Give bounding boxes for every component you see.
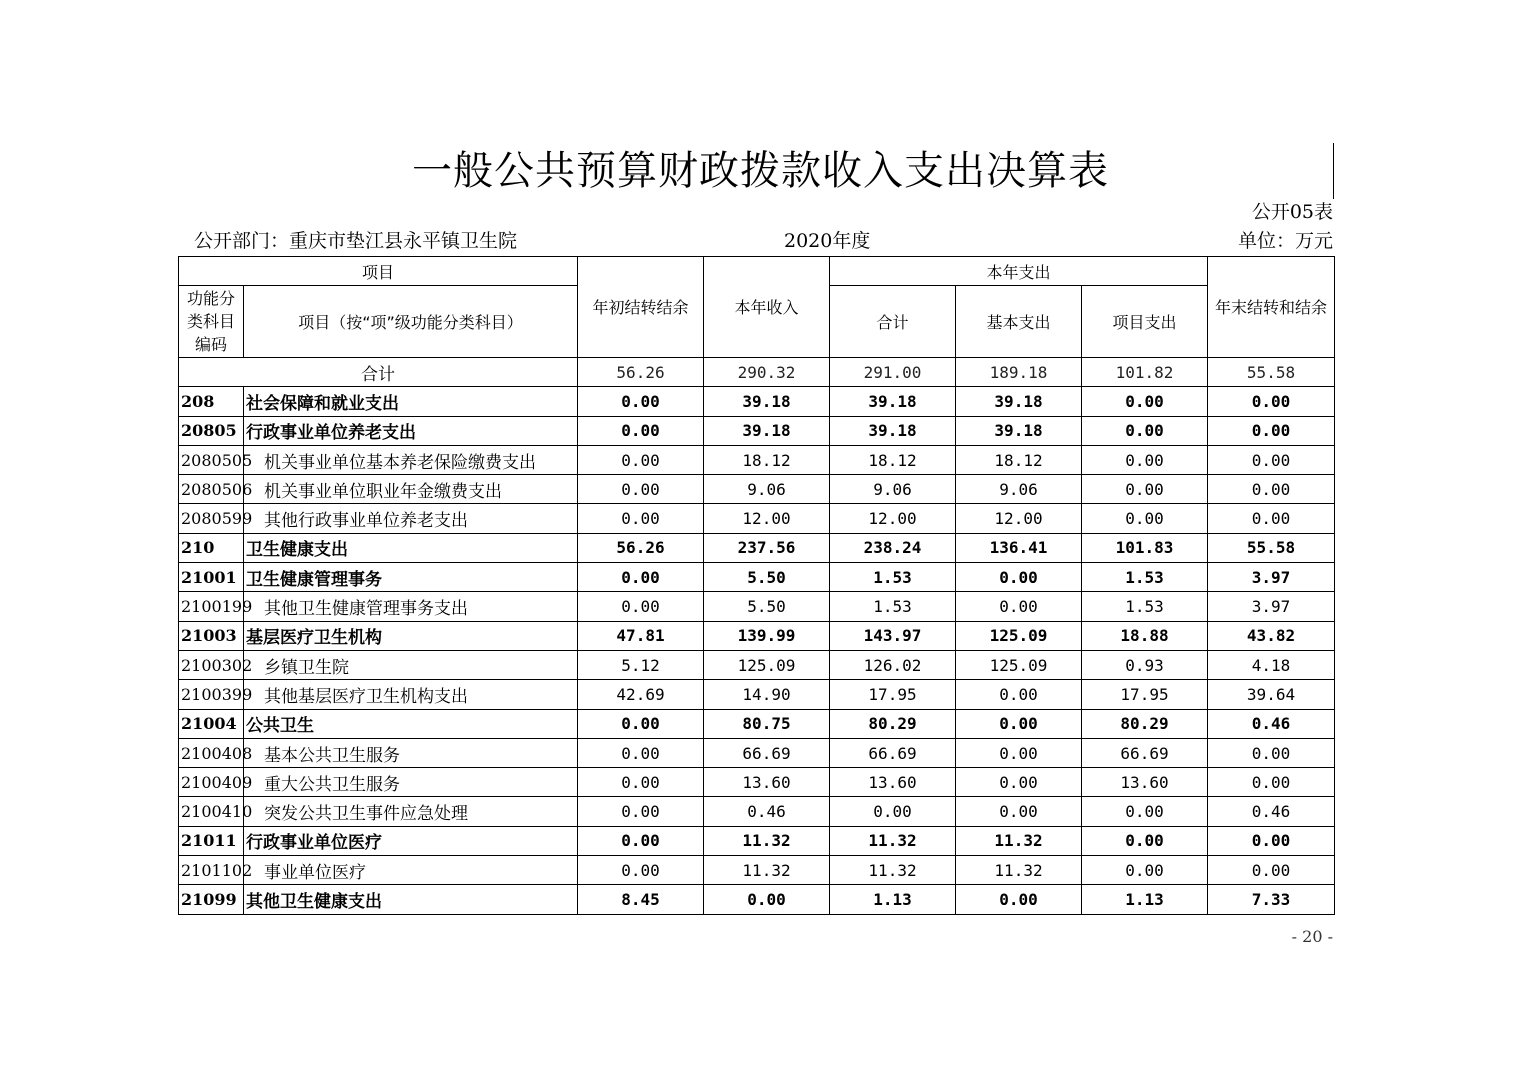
row-basic: 0.00 (956, 885, 1082, 914)
row-income: 237.56 (704, 533, 830, 562)
totals-total: 291.00 (830, 358, 956, 387)
row-name: 其他卫生健康支出 (244, 885, 578, 914)
fiscal-year: 2020年度 (784, 230, 871, 252)
row-name: 机关事业单位基本养老保险缴费支出 (244, 445, 578, 474)
table-row (179, 621, 1335, 650)
row-name: 基本公共卫生服务 (244, 738, 578, 767)
row-project: 13.60 (1082, 768, 1208, 797)
row-total: 0.00 (830, 797, 956, 826)
row-name: 卫生健康支出 (244, 533, 578, 562)
totals-project: 101.82 (1082, 358, 1208, 387)
row-income: 11.32 (704, 826, 830, 855)
header-opening-balance: 年初结转结余 (578, 257, 704, 358)
table-row (179, 475, 1335, 504)
row-total: 1.13 (830, 885, 956, 914)
row-opening: 0.00 (578, 768, 704, 797)
row-total: 39.18 (830, 387, 956, 416)
row-closing: 0.00 (1208, 445, 1335, 474)
row-income: 5.50 (704, 563, 830, 592)
row-income: 18.12 (704, 445, 830, 474)
row-closing: 43.82 (1208, 621, 1335, 650)
header-item-name: 项目（按“项”级功能分类科目） (244, 286, 578, 358)
row-code: 2100409 (179, 768, 244, 797)
header-closing-balance: 年末结转和结余 (1208, 257, 1335, 358)
totals-row (179, 358, 1335, 387)
table-row (179, 768, 1335, 797)
row-closing: 0.00 (1208, 768, 1335, 797)
page-title: 一般公共预算财政拨款收入支出决算表 (412, 148, 1109, 194)
row-basic: 125.09 (956, 621, 1082, 650)
row-total: 126.02 (830, 650, 956, 679)
row-basic: 9.06 (956, 475, 1082, 504)
row-total: 1.53 (830, 563, 956, 592)
row-closing: 0.00 (1208, 826, 1335, 855)
row-income: 0.46 (704, 797, 830, 826)
row-income: 12.00 (704, 504, 830, 533)
row-project: 0.00 (1082, 475, 1208, 504)
totals-label: 合计 (179, 358, 578, 387)
row-income: 80.75 (704, 709, 830, 738)
row-code: 2080506 (179, 475, 244, 504)
row-closing: 0.00 (1208, 416, 1335, 445)
row-name: 基层医疗卫生机构 (244, 621, 578, 650)
row-total: 39.18 (830, 416, 956, 445)
row-closing: 0.00 (1208, 504, 1335, 533)
row-opening: 42.69 (578, 680, 704, 709)
row-basic: 0.00 (956, 709, 1082, 738)
row-basic: 125.09 (956, 650, 1082, 679)
row-basic: 12.00 (956, 504, 1082, 533)
row-project: 0.00 (1082, 797, 1208, 826)
row-opening: 8.45 (578, 885, 704, 914)
row-code: 2100410 (179, 797, 244, 826)
header-project: 项目支出 (1082, 286, 1208, 358)
row-opening: 0.00 (578, 387, 704, 416)
row-opening: 0.00 (578, 826, 704, 855)
row-closing: 0.46 (1208, 709, 1335, 738)
row-code: 2100408 (179, 738, 244, 767)
table-row (179, 563, 1335, 592)
row-closing: 3.97 (1208, 592, 1335, 621)
row-income: 11.32 (704, 856, 830, 885)
row-closing: 7.33 (1208, 885, 1335, 914)
row-income: 5.50 (704, 592, 830, 621)
header-total: 合计 (830, 286, 956, 358)
row-total: 80.29 (830, 709, 956, 738)
row-income: 9.06 (704, 475, 830, 504)
header-func-code: 功能分类科目编码 (179, 286, 244, 358)
table-code: 公开05表 (1251, 201, 1333, 223)
row-basic: 39.18 (956, 416, 1082, 445)
row-name: 卫生健康管理事务 (244, 563, 578, 592)
row-basic: 11.32 (956, 826, 1082, 855)
row-opening: 0.00 (578, 504, 704, 533)
header-expenditure-group: 本年支出 (830, 257, 1208, 286)
row-total: 11.32 (830, 856, 956, 885)
row-project: 0.00 (1082, 504, 1208, 533)
row-opening: 0.00 (578, 592, 704, 621)
table-row (179, 416, 1335, 445)
row-name: 其他行政事业单位养老支出 (244, 504, 578, 533)
row-name: 行政事业单位养老支出 (244, 416, 578, 445)
row-code: 2100302 (179, 650, 244, 679)
row-project: 0.93 (1082, 650, 1208, 679)
row-basic: 39.18 (956, 387, 1082, 416)
row-name: 事业单位医疗 (244, 856, 578, 885)
table-row (179, 738, 1335, 767)
row-basic: 0.00 (956, 768, 1082, 797)
row-code: 21003 (179, 621, 244, 650)
row-total: 9.06 (830, 475, 956, 504)
row-project: 80.29 (1082, 709, 1208, 738)
row-total: 17.95 (830, 680, 956, 709)
row-project: 17.95 (1082, 680, 1208, 709)
row-name: 机关事业单位职业年金缴费支出 (244, 475, 578, 504)
row-basic: 11.32 (956, 856, 1082, 885)
row-opening: 0.00 (578, 445, 704, 474)
row-code: 2100399 (179, 680, 244, 709)
row-total: 143.97 (830, 621, 956, 650)
department-label: 公开部门：重庆市垫江县永平镇卫生院 (194, 230, 518, 252)
row-opening: 56.26 (578, 533, 704, 562)
table-row (179, 826, 1335, 855)
row-basic: 18.12 (956, 445, 1082, 474)
row-closing: 3.97 (1208, 563, 1335, 592)
row-name: 社会保障和就业支出 (244, 387, 578, 416)
row-project: 18.88 (1082, 621, 1208, 650)
row-closing: 0.00 (1208, 475, 1335, 504)
row-project: 0.00 (1082, 416, 1208, 445)
margin-rule (1333, 143, 1334, 199)
row-code: 21011 (179, 826, 244, 855)
table-row (179, 533, 1335, 562)
header-basic: 基本支出 (956, 286, 1082, 358)
row-total: 1.53 (830, 592, 956, 621)
row-opening: 0.00 (578, 475, 704, 504)
row-total: 13.60 (830, 768, 956, 797)
row-name: 行政事业单位医疗 (244, 826, 578, 855)
table-row (179, 709, 1335, 738)
totals-opening: 56.26 (578, 358, 704, 387)
row-closing: 0.00 (1208, 856, 1335, 885)
row-name: 其他卫生健康管理事务支出 (244, 592, 578, 621)
row-income: 13.60 (704, 768, 830, 797)
table-row (179, 650, 1335, 679)
row-closing: 0.00 (1208, 738, 1335, 767)
row-opening: 5.12 (578, 650, 704, 679)
row-basic: 136.41 (956, 533, 1082, 562)
row-code: 21099 (179, 885, 244, 914)
row-income: 14.90 (704, 680, 830, 709)
header-income: 本年收入 (704, 257, 830, 358)
table-row (179, 680, 1335, 709)
table-row (179, 592, 1335, 621)
row-name: 乡镇卫生院 (244, 650, 578, 679)
row-project: 0.00 (1082, 387, 1208, 416)
row-income: 39.18 (704, 387, 830, 416)
row-total: 11.32 (830, 826, 956, 855)
row-code: 210 (179, 533, 244, 562)
row-opening: 0.00 (578, 709, 704, 738)
totals-basic: 189.18 (956, 358, 1082, 387)
row-project: 66.69 (1082, 738, 1208, 767)
row-code: 21001 (179, 563, 244, 592)
row-code: 20805 (179, 416, 244, 445)
budget-table (178, 256, 1335, 915)
meta-row (178, 228, 1333, 254)
row-name: 其他基层医疗卫生机构支出 (244, 680, 578, 709)
row-total: 18.12 (830, 445, 956, 474)
row-closing: 0.46 (1208, 797, 1335, 826)
table-row (179, 885, 1335, 914)
row-code: 208 (179, 387, 244, 416)
row-project: 101.83 (1082, 533, 1208, 562)
row-basic: 0.00 (956, 797, 1082, 826)
row-income: 139.99 (704, 621, 830, 650)
row-closing: 55.58 (1208, 533, 1335, 562)
row-project: 1.13 (1082, 885, 1208, 914)
row-closing: 0.00 (1208, 387, 1335, 416)
row-income: 66.69 (704, 738, 830, 767)
row-name: 公共卫生 (244, 709, 578, 738)
table-row (179, 504, 1335, 533)
row-closing: 4.18 (1208, 650, 1335, 679)
page-number: - 20 - (1291, 927, 1333, 946)
table-row (179, 856, 1335, 885)
row-project: 0.00 (1082, 856, 1208, 885)
row-name: 突发公共卫生事件应急处理 (244, 797, 578, 826)
row-code: 2080599 (179, 504, 244, 533)
table-row (179, 445, 1335, 474)
row-project: 1.53 (1082, 563, 1208, 592)
row-opening: 0.00 (578, 856, 704, 885)
row-basic: 0.00 (956, 592, 1082, 621)
row-income: 39.18 (704, 416, 830, 445)
row-opening: 47.81 (578, 621, 704, 650)
row-project: 0.00 (1082, 445, 1208, 474)
row-opening: 0.00 (578, 738, 704, 767)
row-project: 0.00 (1082, 826, 1208, 855)
row-opening: 0.00 (578, 797, 704, 826)
row-code: 2080505 (179, 445, 244, 474)
row-name: 重大公共卫生服务 (244, 768, 578, 797)
row-opening: 0.00 (578, 416, 704, 445)
header-item: 项目 (179, 257, 578, 286)
row-code: 2100199 (179, 592, 244, 621)
unit-label: 单位：万元 (1237, 230, 1333, 252)
row-code: 21004 (179, 709, 244, 738)
totals-income: 290.32 (704, 358, 830, 387)
row-income: 125.09 (704, 650, 830, 679)
row-basic: 0.00 (956, 738, 1082, 767)
row-total: 12.00 (830, 504, 956, 533)
row-basic: 0.00 (956, 563, 1082, 592)
table-row (179, 387, 1335, 416)
totals-closing: 55.58 (1208, 358, 1335, 387)
row-total: 238.24 (830, 533, 956, 562)
row-basic: 0.00 (956, 680, 1082, 709)
table-row (179, 797, 1335, 826)
row-code: 2101102 (179, 856, 244, 885)
row-income: 0.00 (704, 885, 830, 914)
row-project: 1.53 (1082, 592, 1208, 621)
row-total: 66.69 (830, 738, 956, 767)
row-opening: 0.00 (578, 563, 704, 592)
row-closing: 39.64 (1208, 680, 1335, 709)
